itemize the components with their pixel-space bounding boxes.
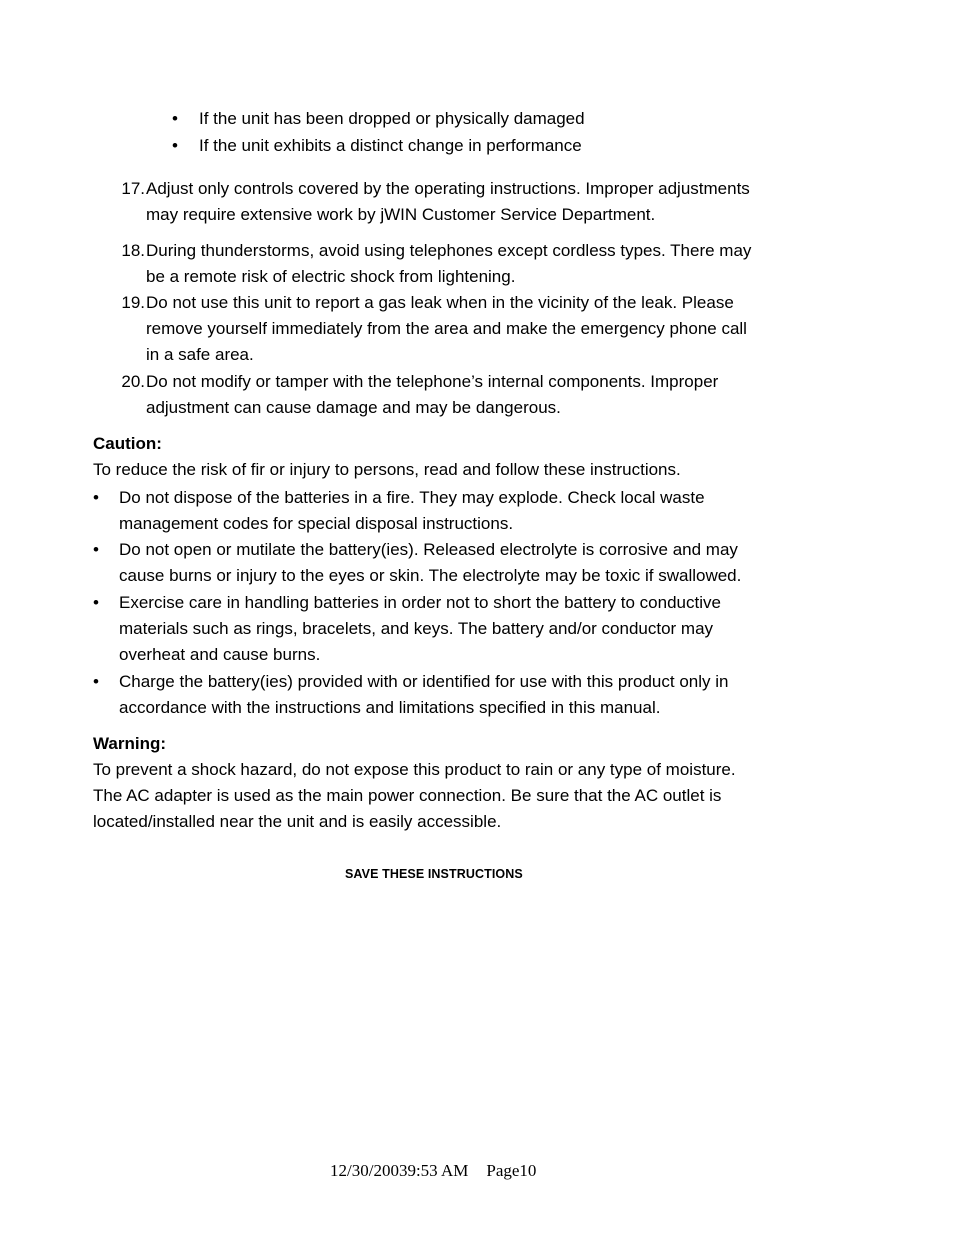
- footer-timestamp: 12/30/20039:53 AM: [330, 1161, 469, 1180]
- bullet-line: Do not open or mutilate the battery(ies). Released electrolyte is corrosive and may: [119, 540, 738, 559]
- caution-bullet: [93, 590, 793, 668]
- bullet-line: management codes for special disposal instructions.: [119, 514, 514, 533]
- item-line: may require extensive work by jWIN Customer Service Department.: [146, 205, 656, 224]
- caution-bullet: [93, 669, 793, 721]
- bullet-glyph: •: [93, 488, 99, 507]
- item-line: During thunderstorms, avoid using telephones except cordless types. There may: [146, 241, 752, 260]
- bullet-glyph: •: [172, 109, 178, 128]
- item-number: 18.: [121, 241, 145, 260]
- sub-bullet-text: If the unit has been dropped or physically damaged: [199, 109, 585, 128]
- save-instructions-notice: SAVE THESE INSTRUCTIONS: [345, 867, 523, 881]
- bullet-line: Do not dispose of the batteries in a fire. They may explode. Check local waste: [119, 488, 705, 507]
- warning-line: To prevent a shock hazard, do not expose this product to rain or any type of moisture.: [93, 760, 736, 779]
- bullet-line: cause burns or injury to the eyes or skin. The electrolyte may be toxic if swallowed.: [119, 566, 742, 585]
- bullet-line: accordance with the instructions and limitations specified in this manual.: [119, 698, 661, 717]
- item-number: 17.: [121, 179, 145, 198]
- item-line: Adjust only controls covered by the operating instructions. Improper adjustments: [146, 179, 750, 198]
- item-line: Do not modify or tamper with the telephone’s internal components. Improper: [146, 372, 719, 391]
- page-footer: [330, 1161, 536, 1181]
- numbered-item-18: [119, 238, 819, 290]
- sub-bullet-item: [172, 106, 772, 132]
- numbered-item-19: [119, 290, 819, 368]
- item-line: be a remote risk of electric shock from lightening.: [146, 267, 516, 286]
- caution-bullet: [93, 485, 793, 537]
- caution-heading: Caution:: [93, 434, 162, 453]
- bullet-line: overheat and cause burns.: [119, 645, 321, 664]
- warning-line: The AC adapter is used as the main power connection. Be sure that the AC outlet is: [93, 786, 722, 805]
- numbered-item-17: [119, 176, 819, 228]
- bullet-glyph: •: [93, 672, 99, 691]
- item-line: Do not use this unit to report a gas leak when in the vicinity of the leak. Please: [146, 293, 734, 312]
- bullet-line: materials such as rings, bracelets, and keys. The battery and/or conductor may: [119, 619, 714, 638]
- bullet-glyph: •: [172, 136, 178, 155]
- item-number: 19.: [121, 293, 145, 312]
- bullet-glyph: •: [93, 540, 99, 559]
- bullet-line: Exercise care in handling batteries in order not to short the battery to conductive: [119, 593, 721, 612]
- sub-bullet-text: If the unit exhibits a distinct change in performance: [199, 136, 582, 155]
- caution-bullet: [93, 537, 793, 589]
- footer-page-number: Page10: [486, 1161, 537, 1180]
- numbered-item-20: [119, 369, 819, 421]
- warning-line: located/installed near the unit and is easily accessible.: [93, 812, 502, 831]
- sub-bullet-item: [172, 133, 772, 159]
- bullet-line: Charge the battery(ies) provided with or identified for use with this product only in: [119, 672, 729, 691]
- item-line: adjustment can cause damage and may be dangerous.: [146, 398, 561, 417]
- bullet-glyph: •: [93, 593, 99, 612]
- item-line: in a safe area.: [146, 345, 254, 364]
- item-line: remove yourself immediately from the area and make the emergency phone call: [146, 319, 747, 338]
- caution-intro: To reduce the risk of fir or injury to persons, read and follow these instructions.: [93, 460, 681, 479]
- warning-heading: Warning:: [93, 734, 167, 753]
- item-number: 20.: [121, 372, 145, 391]
